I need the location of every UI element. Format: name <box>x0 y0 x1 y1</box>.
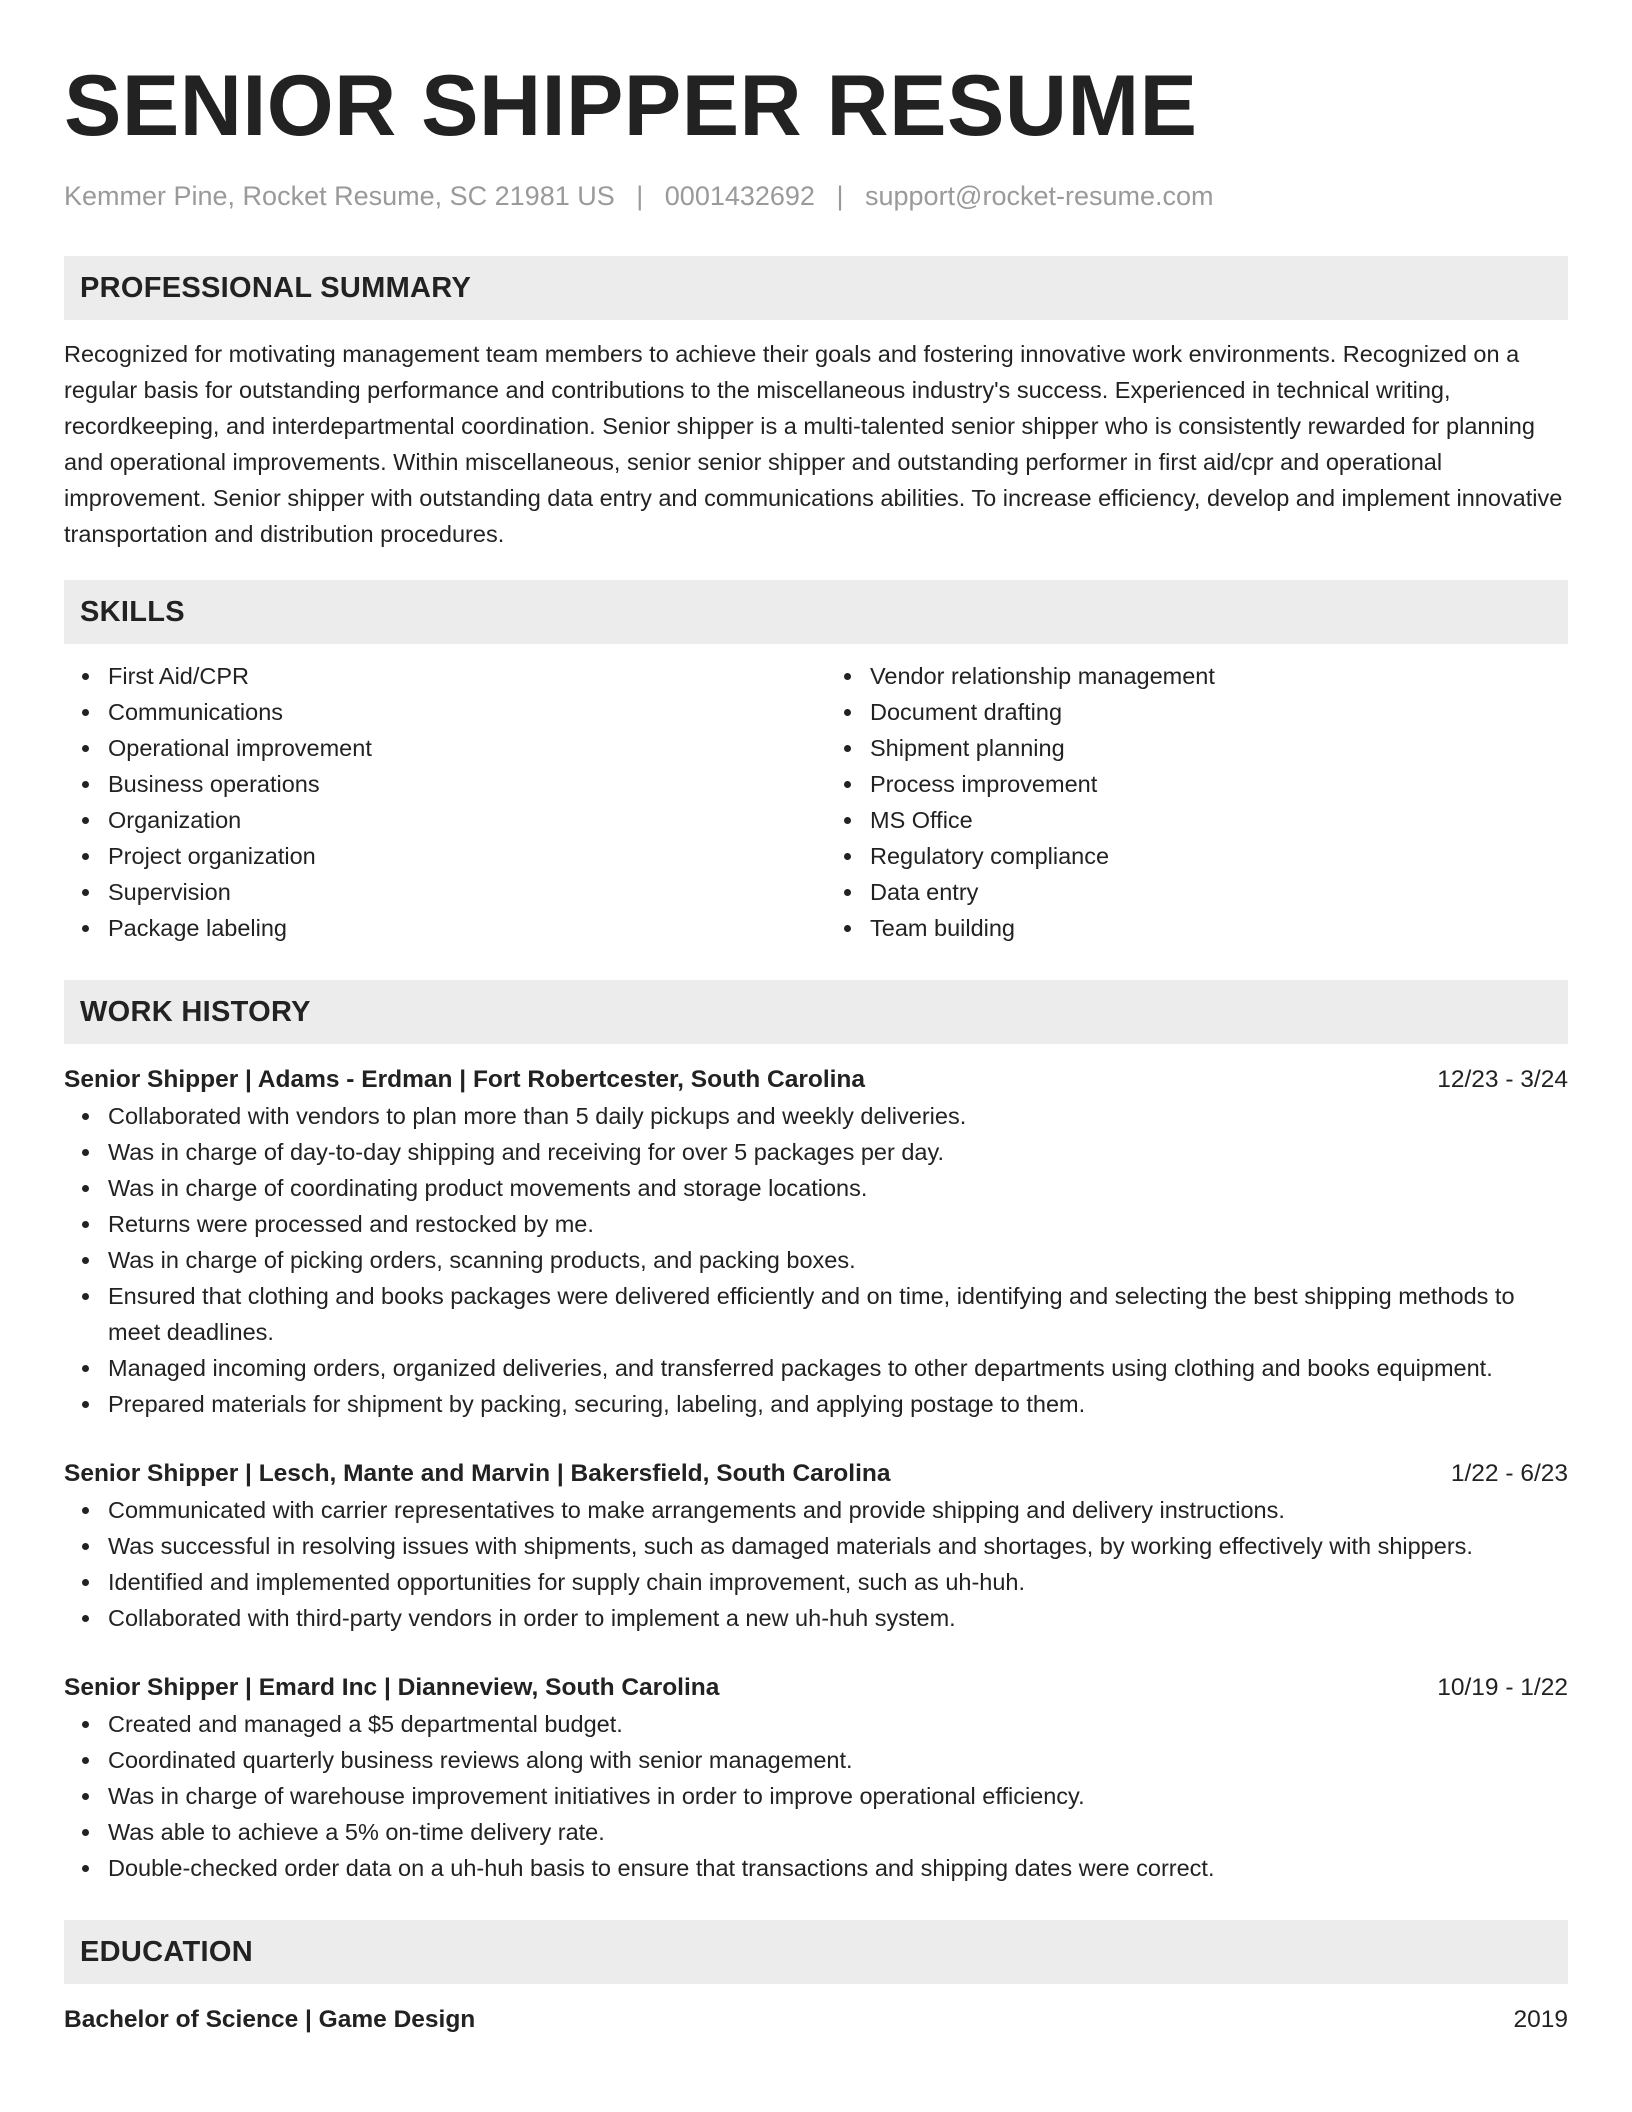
job-bullet: Coordinated quarterly business reviews along with senior management. <box>108 1742 1568 1778</box>
skill-item: Shipment planning <box>870 730 1568 766</box>
job-dates: 10/19 - 1/22 <box>1437 1674 1568 1701</box>
skill-item: Operational improvement <box>108 730 806 766</box>
job-bullet: Was in charge of coordinating product movements and storage locations. <box>108 1170 1568 1206</box>
skill-item: Package labeling <box>108 910 806 946</box>
skill-item: Team building <box>870 910 1568 946</box>
job-header <box>64 1456 1568 1492</box>
job-header <box>64 1670 1568 1706</box>
job-header <box>64 1062 1568 1098</box>
work-heading: WORK HISTORY <box>80 995 311 1028</box>
summary-text: Recognized for motivating management team members to achieve their goals and fostering innovative work environments. Recognized on a regular basis for outstanding performance and contributions to the miscellaneous industry's success. Experienced in technical writing, recordkeeping, and interdepartmental coordination. Senior shipper is a multi-talented senior shipper who is consistently rewarded for planning and operational improvements. Within miscellaneous, senior senior shipper and outstanding performer in first aid/cpr and operational improvement. Senior shipper with outstanding data entry and communications abilities. To increase efficiency, develop and implement innovative transportation and distribution procedures. <box>64 341 1563 547</box>
skill-item: Regulatory compliance <box>870 838 1568 874</box>
resume-page <box>64 0 1568 2038</box>
job-bullet: Collaborated with third-party vendors in order to implement a new uh-huh system. <box>108 1600 1568 1636</box>
skill-item: Data entry <box>870 874 1568 910</box>
job-bullet: Collaborated with vendors to plan more than 5 daily pickups and weekly deliveries. <box>108 1098 1568 1134</box>
education-entry <box>64 2002 1568 2038</box>
job-bullet: Double-checked order data on a uh-huh basis to ensure that transactions and shipping dates were correct. <box>108 1850 1568 1886</box>
skills-heading: SKILLS <box>80 595 185 628</box>
job-entry <box>64 1062 1568 1422</box>
work-section-header <box>64 980 1568 1044</box>
job-bullet: Was successful in resolving issues with shipments, such as damaged materials and shortages, by working effectively with shippers. <box>108 1528 1568 1564</box>
education-heading: EDUCATION <box>80 1935 253 1968</box>
skill-item: Vendor relationship management <box>870 658 1568 694</box>
skill-item: Communications <box>108 694 806 730</box>
job-bullet: Managed incoming orders, organized deliveries, and transferred packages to other departments using clothing and books equipment. <box>108 1350 1568 1386</box>
education-dates: 2019 <box>1513 2006 1568 2033</box>
skill-item: Process improvement <box>870 766 1568 802</box>
job-bullet: Was in charge of day-to-day shipping and receiving for over 5 packages per day. <box>108 1134 1568 1170</box>
job-bullet: Communicated with carrier representatives to make arrangements and provide shipping and delivery instructions. <box>108 1492 1568 1528</box>
job-entry <box>64 1456 1568 1636</box>
contact-line <box>64 178 1568 214</box>
contact-separator: | <box>636 181 644 211</box>
contact-phone: 0001432692 <box>664 181 815 211</box>
job-title: Senior Shipper | Emard Inc | Dianneview, South Carolina <box>64 1674 720 1701</box>
job-bullet: Returns were processed and restocked by me. <box>108 1206 1568 1242</box>
skill-item: Document drafting <box>870 694 1568 730</box>
skill-item: Organization <box>108 802 806 838</box>
job-bullet: Ensured that clothing and books packages were delivered efficiently and on time, identifying and selecting the best shipping methods to meet deadlines. <box>108 1278 1568 1350</box>
job-bullet-list <box>64 1492 1568 1636</box>
job-title: Senior Shipper | Lesch, Mante and Marvin | Bakersfield, South Carolina <box>64 1460 891 1487</box>
job-dates: 1/22 - 6/23 <box>1450 1460 1568 1487</box>
summary-heading: PROFESSIONAL SUMMARY <box>80 271 472 304</box>
job-dates: 12/23 - 3/24 <box>1437 1066 1568 1093</box>
skill-item: Supervision <box>108 874 806 910</box>
education-degree: Bachelor of Science | Game Design <box>64 2006 476 2033</box>
job-bullet: Prepared materials for shipment by packing, securing, labeling, and applying postage to them. <box>108 1386 1568 1422</box>
job-bullet-list <box>64 1706 1568 1886</box>
resume-title: SENIOR SHIPPER RESUME <box>64 58 1198 154</box>
skills-list <box>64 658 1568 946</box>
skill-item: Business operations <box>108 766 806 802</box>
skill-item: MS Office <box>870 802 1568 838</box>
job-bullet: Identified and implemented opportunities for supply chain improvement, such as uh-huh. <box>108 1564 1568 1600</box>
education-header <box>64 2002 1568 2038</box>
job-bullet: Was able to achieve a 5% on-time delivery rate. <box>108 1814 1568 1850</box>
skills-column-left <box>64 658 806 946</box>
skills-column-right <box>826 658 1568 946</box>
job-entry <box>64 1670 1568 1886</box>
job-title: Senior Shipper | Adams - Erdman | Fort Robertcester, South Carolina <box>64 1066 866 1093</box>
job-bullet-list <box>64 1098 1568 1422</box>
contact-separator: | <box>836 181 844 211</box>
job-bullet: Was in charge of picking orders, scanning products, and packing boxes. <box>108 1242 1568 1278</box>
job-bullet: Created and managed a $5 departmental budget. <box>108 1706 1568 1742</box>
skill-item: First Aid/CPR <box>108 658 806 694</box>
skills-section-header <box>64 580 1568 644</box>
education-section-header <box>64 1920 1568 1984</box>
contact-address: Kemmer Pine, Rocket Resume, SC 21981 US <box>64 181 615 211</box>
contact-email[interactable]: support@rocket-resume.com <box>865 181 1214 211</box>
job-bullet: Was in charge of warehouse improvement initiatives in order to improve operational efficiency. <box>108 1778 1568 1814</box>
summary-section-header <box>64 256 1568 320</box>
skill-item: Project organization <box>108 838 806 874</box>
